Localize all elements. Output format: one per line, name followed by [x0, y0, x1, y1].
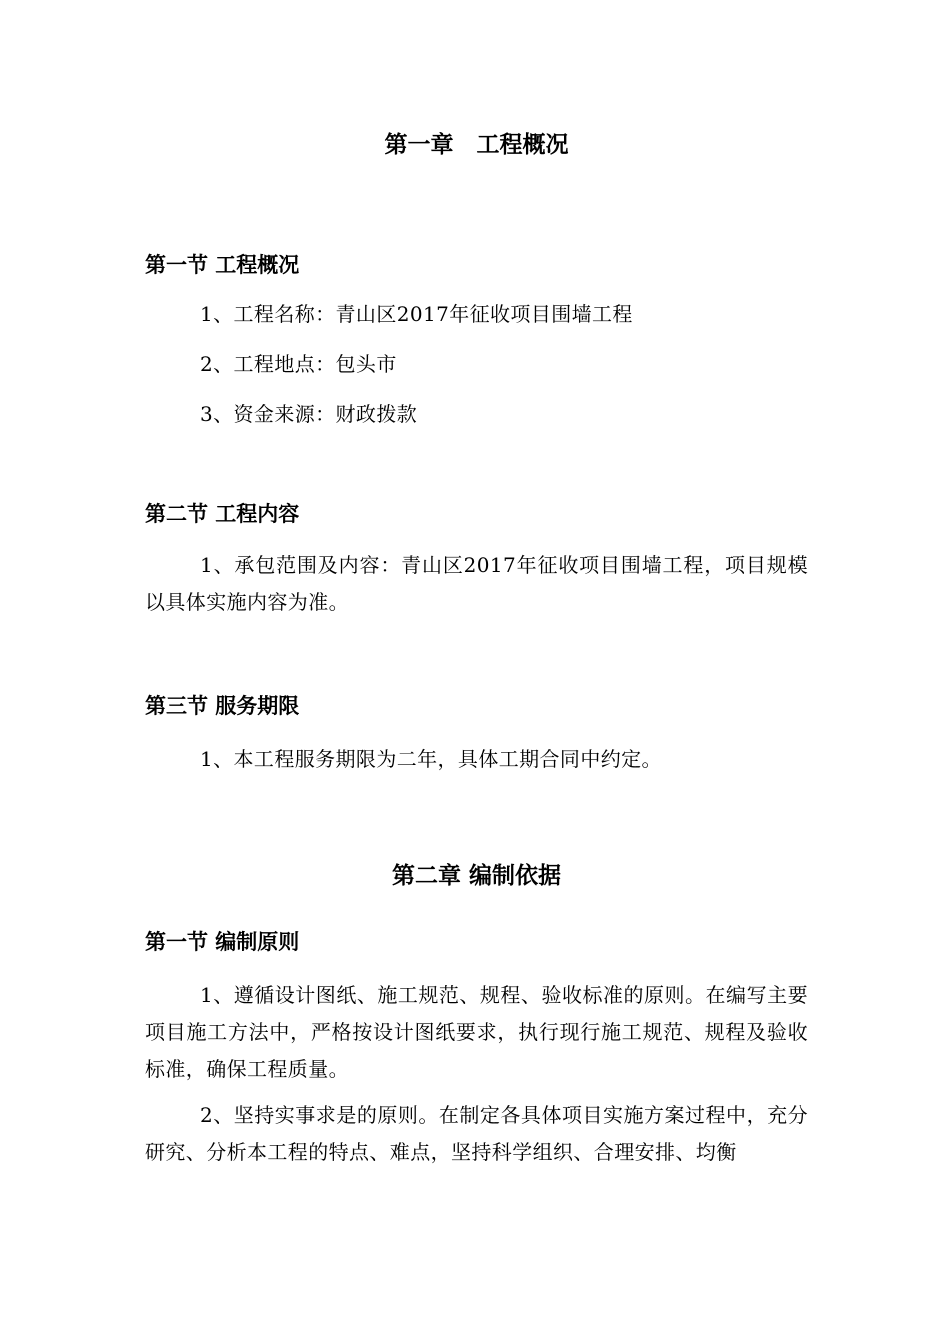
- chapter-1-section-1-item-3: 3、资金来源：财政拨款: [200, 402, 418, 426]
- chapter-1-section-1-title: 第一节 工程概况: [145, 253, 300, 277]
- chapter-1-section-1-item-1: 1、工程名称：青山区2017年征收项目围墙工程: [200, 302, 633, 326]
- chapter-2-title: 第二章 编制依据: [391, 863, 561, 889]
- chapter-2-section-1-item-2: 2、坚持实事求是的原则。在制定各具体项目实施方案过程中，充分研究、分析本工程的特点、难点，坚持科学组织、合理安排、均衡: [145, 1103, 808, 1164]
- chapter-1-section-2-item-1: 1、承包范围及内容：青山区2017年征收项目围墙工程，项目规模以具体实施内容为准。: [145, 553, 808, 614]
- chapter-2-section-1-item-1: 1、遵循设计图纸、施工规范、规程、验收标准的原则。在编写主要项目施工方法中，严格按设计图纸要求，执行现行施工规范、规程及验收标准，确保工程质量。: [145, 983, 808, 1081]
- chapter-1-title: 第一章 工程概况: [384, 132, 569, 158]
- chapter-1-section-2-title: 第二节 工程内容: [145, 502, 300, 526]
- chapter-2-section-1-title: 第一节 编制原则: [145, 930, 300, 954]
- chapter-1-section-3-title: 第三节 服务期限: [145, 694, 300, 718]
- chapter-1-section-3-item-1: 1、本工程服务期限为二年，具体工期合同中约定。: [200, 747, 662, 771]
- chapter-1-section-1-item-2: 2、工程地点：包头市: [200, 352, 397, 376]
